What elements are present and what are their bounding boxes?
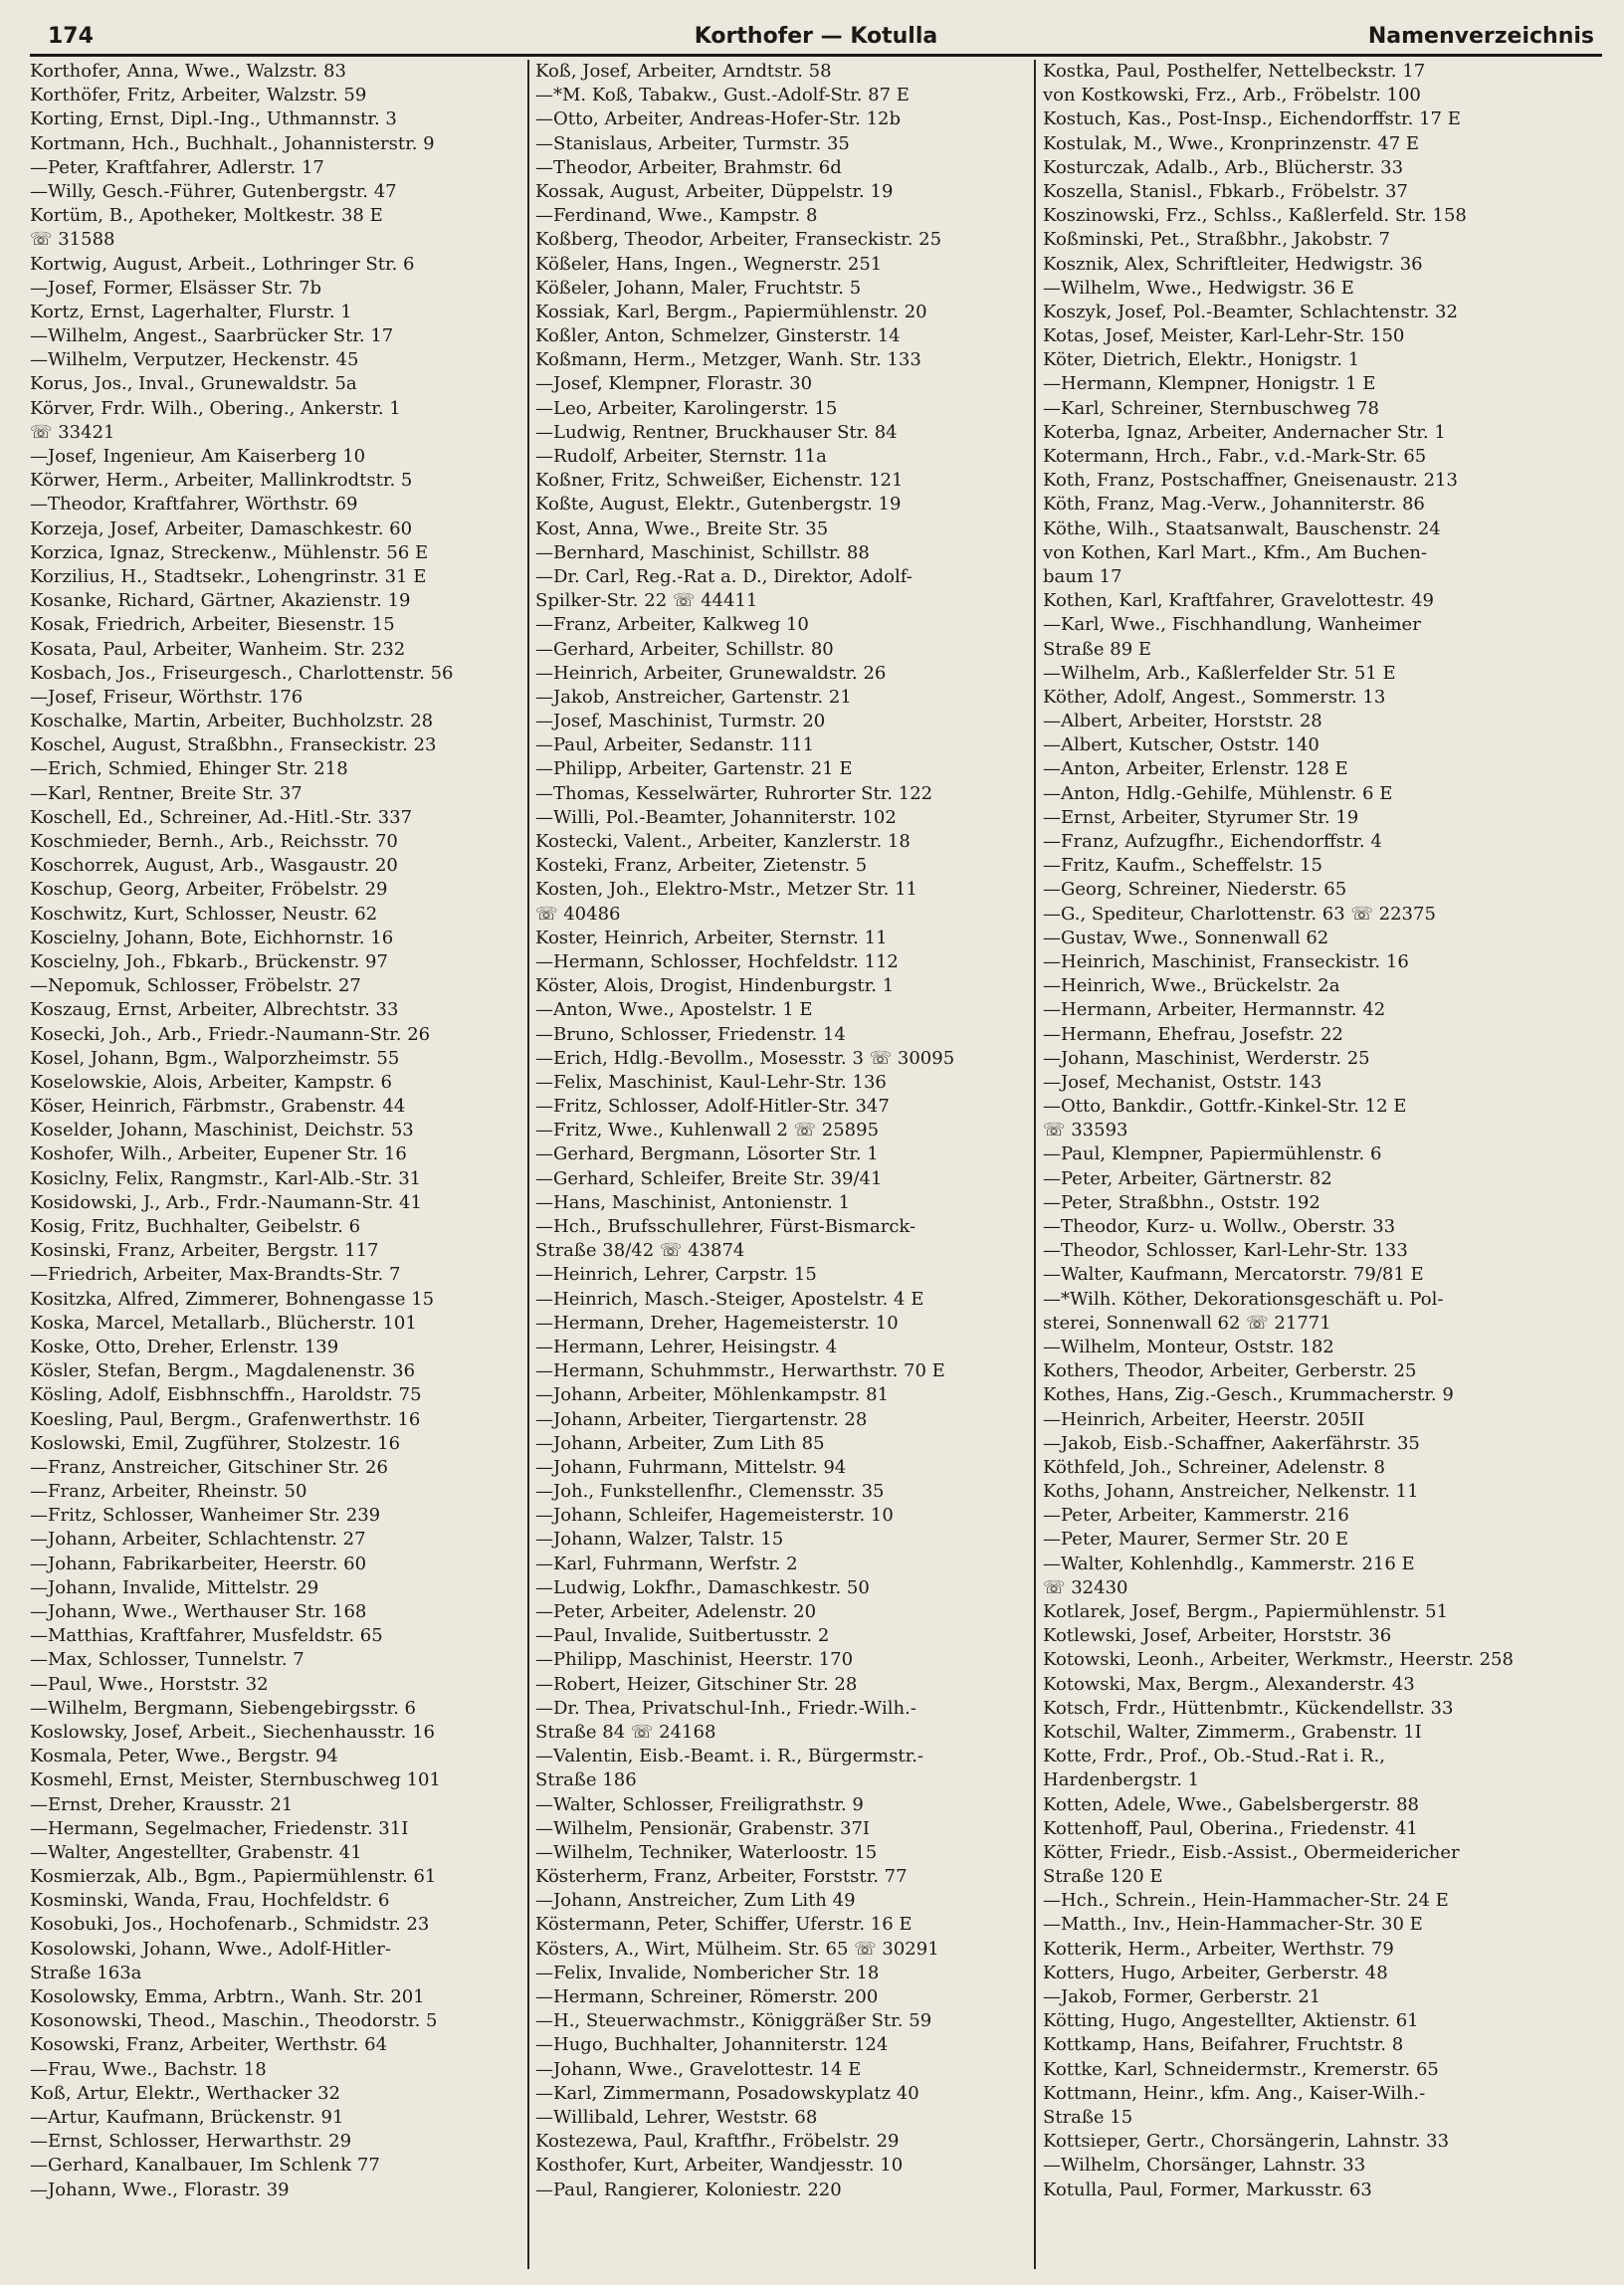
directory-entry: —Otto, Arbeiter, Andreas-Hofer-Str. 12b — [535, 108, 902, 130]
directory-entry: —H., Steuerwachmstr., Königgräßer Str. 59 — [535, 2010, 932, 2032]
directory-entry: —Hermann, Ehefrau, Josefstr. 22 — [1043, 1023, 1343, 1045]
directory-entry: —Heinrich, Arbeiter, Grunewaldstr. 26 — [535, 662, 887, 684]
directory-entry: Koßler, Anton, Schmelzer, Ginsterstr. 14 — [535, 325, 901, 347]
directory-entry: Kösling, Adolf, Eisbhnschffn., Haroldstr. 75 — [30, 1384, 422, 1406]
directory-entry: —Dr. Carl, Reg.-Rat a. D., Direktor, Adolf- — [535, 565, 913, 587]
directory-entry: Korzeja, Josef, Arbeiter, Damaschkestr. 60 — [30, 518, 413, 539]
directory-entry: Straße 15 — [1043, 2106, 1133, 2128]
directory-entry: Kosolowski, Johann, Wwe., Adolf-Hitler- — [30, 1938, 391, 1960]
directory-entry: —Anton, Wwe., Apostelstr. 1 E — [535, 999, 813, 1021]
directory-entry: baum 17 — [1043, 565, 1122, 587]
directory-entry: —Walter, Angestellter, Grabenstr. 41 — [30, 1841, 362, 1863]
directory-entry: —Wilhelm, Chorsänger, Lahnstr. 33 — [1043, 2155, 1366, 2177]
directory-entry: Koth, Franz, Postschaffner, Gneisenaustr. 213 — [1043, 470, 1458, 492]
directory-entry: —Theodor, Kraftfahrer, Wörthstr. 69 — [30, 494, 358, 516]
directory-entry: Koszella, Stanisl., Fbkarb., Fröbelstr. 37 — [1043, 180, 1408, 202]
page-range-title: Korthofer — Kotulla — [694, 24, 938, 49]
directory-entry: Kottsieper, Gertr., Chorsängerin, Lahnstr. 33 — [1043, 2131, 1450, 2153]
directory-entry: sterei, Sonnenwall 62 ☏ 21771 — [1043, 1312, 1331, 1334]
directory-entry: Kosiclny, Felix, Rangmstr., Karl-Alb.-Str. 31 — [30, 1167, 422, 1189]
directory-entry: Kößeler, Johann, Maler, Fruchtstr. 5 — [535, 277, 862, 299]
directory-entry: Kosig, Fritz, Buchhalter, Geibelstr. 6 — [30, 1216, 361, 1237]
directory-entry: —Theodor, Kurz- u. Wollw., Oberstr. 33 — [1043, 1216, 1396, 1237]
directory-entry: —Franz, Arbeiter, Kalkweg 10 — [535, 614, 809, 636]
directory-entry: —Johann, Arbeiter, Möhlenkampstr. 81 — [535, 1384, 890, 1406]
directory-entry: —Bernhard, Maschinist, Schillstr. 88 — [535, 541, 870, 563]
directory-entry: —Johann, Walzer, Talstr. 15 — [535, 1529, 784, 1551]
directory-entry: Koßminski, Pet., Straßbhr., Jakobstr. 7 — [1043, 229, 1390, 251]
directory-entry: Kottenhoff, Paul, Oberina., Friedenstr. 41 — [1043, 1817, 1418, 1839]
directory-entry: Köstermann, Peter, Schiffer, Uferstr. 16 E — [535, 1914, 913, 1936]
directory-entry: Köthfeld, Joh., Schreiner, Adelenstr. 8 — [1043, 1456, 1385, 1478]
directory-entry: Kosel, Johann, Bgm., Walporzheimstr. 55 — [30, 1047, 400, 1069]
directory-entry: Köter, Dietrich, Elektr., Honigstr. 1 — [1043, 349, 1360, 371]
directory-entry: —Wilhelm, Verputzer, Heckenstr. 45 — [30, 349, 359, 371]
directory-entry: —Peter, Arbeiter, Gärtnerstr. 82 — [1043, 1167, 1332, 1189]
directory-entry: —Hermann, Schreiner, Römerstr. 200 — [535, 1986, 879, 2007]
directory-entry: —Ludwig, Rentner, Bruckhauser Str. 84 — [535, 421, 898, 443]
directory-entry: Straße 163a — [30, 1962, 142, 1983]
directory-entry: Koselowskie, Alois, Arbeiter, Kampstr. 6 — [30, 1071, 392, 1093]
directory-entry: —Hermann, Arbeiter, Hermannstr. 42 — [1043, 999, 1386, 1021]
directory-entry: Kosanke, Richard, Gärtner, Akazienstr. 19 — [30, 590, 411, 612]
directory-entry: —Gerhard, Arbeiter, Schillstr. 80 — [535, 638, 834, 660]
directory-entry: —Ernst, Dreher, Krausstr. 21 — [30, 1793, 294, 1815]
directory-entry: —Johann, Invalide, Mittelstr. 29 — [30, 1576, 319, 1598]
column-divider — [1034, 60, 1036, 2269]
directory-entry: Kosturczak, Adalb., Arb., Blücherstr. 33 — [1043, 156, 1404, 178]
directory-entry: Koschell, Ed., Schreiner, Ad.-Hitl.-Str. 337 — [30, 806, 413, 828]
directory-entry: —Franz, Aufzugfhr., Eichendorffstr. 4 — [1043, 831, 1382, 852]
directory-entry: —Karl, Fuhrmann, Werfstr. 2 — [535, 1553, 798, 1574]
directory-entry: Kosowski, Franz, Arbeiter, Werthstr. 64 — [30, 2034, 388, 2056]
directory-entry: —Albert, Arbeiter, Horststr. 28 — [1043, 711, 1322, 732]
directory-entry: —Josef, Former, Elsässer Str. 7b — [30, 277, 322, 299]
directory-entry: —Willibald, Lehrer, Weststr. 68 — [535, 2106, 818, 2128]
directory-entry: —Josef, Friseur, Wörthstr. 176 — [30, 686, 304, 708]
directory-entry: ☏ 31588 — [30, 229, 115, 251]
directory-entry: Kostecki, Valent., Arbeiter, Kanzlerstr. 18 — [535, 831, 911, 852]
directory-entry: —Erich, Schmied, Ehinger Str. 218 — [30, 758, 348, 780]
directory-entry: —Anton, Arbeiter, Erlenstr. 128 E — [1043, 758, 1348, 780]
directory-entry: —Stanislaus, Arbeiter, Turmstr. 35 — [535, 132, 850, 154]
directory-entry: Spilker-Str. 22 ☏ 44411 — [535, 590, 758, 612]
directory-entry: Straße 186 — [535, 1769, 637, 1791]
directory-entry: —Hch., Schrein., Hein-Hammacher-Str. 24 E — [1043, 1890, 1449, 1912]
directory-entry: Koß, Artur, Elektr., Werthacker 32 — [30, 2082, 340, 2104]
directory-entry: —Wilhelm, Pensionär, Grabenstr. 37I — [535, 1817, 871, 1839]
directory-entry: —Jakob, Eisb.-Schaffner, Aakerfährstr. 35 — [1043, 1432, 1420, 1454]
directory-entry: Straße 120 E — [1043, 1866, 1163, 1888]
directory-entry: Köser, Heinrich, Färbmstr., Grabenstr. 44 — [30, 1096, 406, 1118]
directory-entry: —Johann, Arbeiter, Tiergartenstr. 28 — [535, 1408, 868, 1430]
directory-entry: —Peter, Maurer, Sermer Str. 20 E — [1043, 1529, 1349, 1551]
directory-entry: Kötting, Hugo, Angestellter, Aktienstr. 61 — [1043, 2010, 1419, 2032]
directory-entry: Kotterik, Herm., Arbeiter, Werthstr. 79 — [1043, 1938, 1394, 1960]
directory-entry: Kosmehl, Ernst, Meister, Sternbuschweg 101 — [30, 1769, 441, 1791]
directory-entry: —Heinrich, Maschinist, Franseckistr. 16 — [1043, 950, 1409, 972]
directory-entry: —Heinrich, Wwe., Brückelstr. 2a — [1043, 975, 1340, 997]
directory-entry: Kortmann, Hch., Buchhalt., Johannisterstr. 9 — [30, 132, 435, 154]
header-rule — [30, 54, 1602, 57]
directory-entry: —Robert, Heizer, Gitschiner Str. 28 — [535, 1673, 858, 1695]
directory-entry: —Fritz, Schlosser, Wanheimer Str. 239 — [30, 1505, 381, 1527]
directory-entry: —Josef, Maschinist, Turmstr. 20 — [535, 711, 826, 732]
directory-entry: —Rudolf, Arbeiter, Sternstr. 11a — [535, 446, 827, 467]
directory-entry: —Wilhelm, Monteur, Oststr. 182 — [1043, 1336, 1334, 1357]
directory-entry: Koska, Marcel, Metallarb., Blücherstr. 101 — [30, 1312, 417, 1334]
directory-entry: —Karl, Zimmermann, Posadowskyplatz 40 — [535, 2082, 919, 2104]
directory-entry: —Hermann, Klempner, Honigstr. 1 E — [1043, 373, 1376, 395]
directory-entry: Kortwig, August, Arbeit., Lothringer Str. 6 — [30, 253, 415, 275]
directory-entry: Kosidowski, J., Arb., Frdr.-Naumann-Str. 41 — [30, 1191, 422, 1213]
directory-entry: —Theodor, Arbeiter, Brahmstr. 6d — [535, 156, 842, 178]
directory-entry: —Johann, Fabrikarbeiter, Heerstr. 60 — [30, 1553, 367, 1574]
directory-entry: —Josef, Klempner, Florastr. 30 — [535, 373, 813, 395]
directory-entry: Koszyk, Josef, Pol.-Beamter, Schlachtenstr. 32 — [1043, 301, 1458, 322]
directory-entry: —Matth., Inv., Hein-Hammacher-Str. 30 E — [1043, 1914, 1423, 1936]
directory-entry: —Hugo, Buchhalter, Johanniterstr. 124 — [535, 2034, 889, 2056]
directory-entry: —Matthias, Kraftfahrer, Musfeldstr. 65 — [30, 1625, 383, 1647]
directory-entry: Kotschil, Walter, Zimmerm., Grabenstr. 1I — [1043, 1721, 1422, 1743]
directory-entry: Köth, Franz, Mag.-Verw., Johanniterstr. 86 — [1043, 494, 1425, 516]
directory-entry: Straße 89 E — [1043, 638, 1152, 660]
directory-entry: Köster, Alois, Drogist, Hindenburgstr. 1 — [535, 975, 895, 997]
directory-entry: Koesling, Paul, Bergm., Grafenwerthstr. 16 — [30, 1408, 421, 1430]
directory-entry: —Paul, Invalide, Suitbertusstr. 2 — [535, 1625, 830, 1647]
directory-entry: Kotters, Hugo, Arbeiter, Gerberstr. 48 — [1043, 1962, 1388, 1983]
directory-entry: Kottkamp, Hans, Beifahrer, Fruchtstr. 8 — [1043, 2034, 1404, 2056]
directory-entry: —Paul, Rangierer, Koloniestr. 220 — [535, 2179, 842, 2200]
directory-entry: Kotermann, Hrch., Fabr., v.d.-Mark-Str. 65 — [1043, 446, 1427, 467]
directory-entry: Koslowsky, Josef, Arbeit., Siechenhausstr. 16 — [30, 1721, 436, 1743]
directory-entry: —Johann, Wwe., Florastr. 39 — [30, 2179, 290, 2200]
directory-entry: Kosata, Paul, Arbeiter, Wanheim. Str. 232 — [30, 638, 406, 660]
directory-entry: Kosak, Friedrich, Arbeiter, Biesenstr. 15 — [30, 614, 395, 636]
directory-entry: —Peter, Straßbhn., Oststr. 192 — [1043, 1191, 1320, 1213]
directory-entry: Koß, Josef, Arbeiter, Arndtstr. 58 — [535, 61, 832, 82]
directory-entry: ☏ 32430 — [1043, 1576, 1128, 1598]
directory-entry: Köthe, Wilh., Staatsanwalt, Bauschenstr. 24 — [1043, 518, 1441, 539]
directory-entry: Koschup, Georg, Arbeiter, Fröbelstr. 29 — [30, 879, 388, 901]
directory-entry: —Albert, Kutscher, Oststr. 140 — [1043, 734, 1320, 756]
directory-entry: —Valentin, Eisb.-Beamt. i. R., Bürgermstr.- — [535, 1746, 924, 1767]
directory-entry: Kosznik, Alex, Schriftleiter, Hedwigstr. 36 — [1043, 253, 1423, 275]
directory-entry: —Karl, Rentner, Breite Str. 37 — [30, 782, 303, 804]
directory-entry: —Wilhelm, Techniker, Waterloostr. 15 — [535, 1841, 878, 1863]
directory-entry: —Thomas, Kesselwärter, Ruhrorter Str. 122 — [535, 782, 933, 804]
directory-entry: —Heinrich, Arbeiter, Heerstr. 205II — [1043, 1408, 1365, 1430]
directory-entry: Kostezewa, Paul, Kraftfhr., Fröbelstr. 29 — [535, 2131, 900, 2153]
directory-entry: Kostuch, Kas., Post-Insp., Eichendorffstr. 17 E — [1043, 108, 1461, 130]
directory-entry: von Kostkowski, Frz., Arb., Fröbelstr. 100 — [1043, 85, 1421, 106]
directory-entry: ☏ 40486 — [535, 903, 621, 925]
directory-entry: Kortz, Ernst, Lagerhalter, Flurstr. 1 — [30, 301, 352, 322]
directory-entry: —Fritz, Kaufm., Scheffelstr. 15 — [1043, 855, 1322, 877]
directory-entry: —Theodor, Schlosser, Karl-Lehr-Str. 133 — [1043, 1240, 1408, 1262]
directory-entry: —Otto, Bankdir., Gottfr.-Kinkel-Str. 12 E — [1043, 1096, 1407, 1118]
directory-entry: —Hermann, Dreher, Hagemeisterstr. 10 — [535, 1312, 899, 1334]
directory-entry: —Johann, Anstreicher, Zum Lith 49 — [535, 1890, 856, 1912]
directory-entry: —Philipp, Maschinist, Heerstr. 170 — [535, 1649, 854, 1671]
directory-entry: —Nepomuk, Schlosser, Fröbelstr. 27 — [30, 975, 361, 997]
directory-entry: —Gerhard, Bergmann, Lösorter Str. 1 — [535, 1143, 879, 1165]
directory-entry: Hardenbergstr. 1 — [1043, 1769, 1200, 1791]
directory-entry: Kothers, Theodor, Arbeiter, Gerberstr. 25 — [1043, 1360, 1417, 1382]
directory-entry: Kosolowsky, Emma, Arbtrn., Wanh. Str. 201 — [30, 1986, 425, 2007]
directory-entry: Kößeler, Hans, Ingen., Wegnerstr. 251 — [535, 253, 883, 275]
directory-entry: Kostulak, M., Wwe., Kronprinzenstr. 47 E — [1043, 132, 1420, 154]
directory-entry: ☏ 33593 — [1043, 1120, 1128, 1142]
directory-entry: —Wilhelm, Wwe., Hedwigstr. 36 E — [1043, 277, 1354, 299]
directory-entry: Straße 84 ☏ 24168 — [535, 1721, 716, 1743]
directory-entry: —Hermann, Segelmacher, Friedenstr. 31I — [30, 1817, 409, 1839]
directory-entry: —Georg, Schreiner, Niederstr. 65 — [1043, 879, 1347, 901]
directory-entry: Koslowski, Emil, Zugführer, Stolzestr. 16 — [30, 1432, 401, 1454]
directory-entry: —Franz, Arbeiter, Rheinstr. 50 — [30, 1481, 307, 1503]
directory-entry: Kotte, Frdr., Prof., Ob.-Stud.-Rat i. R., — [1043, 1746, 1385, 1767]
directory-entry: Koske, Otto, Dreher, Erlenstr. 139 — [30, 1336, 339, 1357]
directory-entry: Koterba, Ignaz, Arbeiter, Andernacher Str. 1 — [1043, 421, 1446, 443]
directory-entry: —*M. Koß, Tabakw., Gust.-Adolf-Str. 87 E — [535, 85, 910, 106]
directory-entry: Körver, Frdr. Wilh., Obering., Ankerstr. 1 — [30, 397, 401, 419]
directory-entry: Koster, Heinrich, Arbeiter, Sternstr. 11 — [535, 927, 888, 948]
directory-entry: Kotas, Josef, Meister, Karl-Lehr-Str. 150 — [1043, 325, 1405, 347]
directory-entry: Kosobuki, Jos., Hochofenarb., Schmidstr. 23 — [30, 1914, 430, 1936]
directory-entry: Koschwitz, Kurt, Schlosser, Neustr. 62 — [30, 903, 378, 925]
directory-entry: Koßmann, Herm., Metzger, Wanh. Str. 133 — [535, 349, 921, 371]
directory-entry: Kositzka, Alfred, Zimmerer, Bohnengasse 15 — [30, 1288, 435, 1310]
directory-entry: —Josef, Mechanist, Oststr. 143 — [1043, 1071, 1322, 1093]
directory-entry: —G., Spediteur, Charlottenstr. 63 ☏ 22375 — [1043, 903, 1436, 925]
directory-entry: Kosminski, Wanda, Frau, Hochfeldstr. 6 — [30, 1890, 390, 1912]
directory-entry: Koschmieder, Bernh., Arb., Reichsstr. 70 — [30, 831, 398, 852]
directory-entry: Koszinowski, Frz., Schlss., Kaßlerfeld. Str. 158 — [1043, 205, 1467, 227]
directory-entry: Kortüm, B., Apotheker, Moltkestr. 38 E — [30, 205, 383, 227]
column-3 — [1043, 60, 1602, 2271]
directory-entry: Kotsch, Frdr., Hüttenbmtr., Kückendellstr. 33 — [1043, 1697, 1454, 1719]
directory-entry: —Hermann, Schuhmmstr., Herwarthstr. 70 E — [535, 1360, 945, 1382]
directory-entry: Straße 38/42 ☏ 43874 — [535, 1240, 745, 1262]
directory-entry: Kottke, Karl, Schneidermstr., Kremerstr. 65 — [1043, 2058, 1439, 2080]
directory-entry: Koschalke, Martin, Arbeiter, Buchholzstr. 28 — [30, 711, 434, 732]
directory-entry: —Fritz, Schlosser, Adolf-Hitler-Str. 347 — [535, 1096, 890, 1118]
directory-entry: —Felix, Maschinist, Kaul-Lehr-Str. 136 — [535, 1071, 887, 1093]
directory-entry: Kosmierzak, Alb., Bgm., Papiermühlenstr. 61 — [30, 1866, 437, 1888]
directory-entry: Kotlewski, Josef, Arbeiter, Horststr. 36 — [1043, 1625, 1392, 1647]
directory-entry: —Artur, Kaufmann, Brückenstr. 91 — [30, 2106, 344, 2128]
directory-entry: Kotowski, Max, Bergm., Alexanderstr. 43 — [1043, 1673, 1415, 1695]
directory-entry: Korthöfer, Fritz, Arbeiter, Walzstr. 59 — [30, 85, 367, 106]
directory-entry: —Hermann, Schlosser, Hochfeldstr. 112 — [535, 950, 899, 972]
directory-entry: Koselder, Johann, Maschinist, Deichstr. 53 — [30, 1120, 414, 1142]
directory-entry: Koszaug, Ernst, Arbeiter, Albrechtstr. 33 — [30, 999, 399, 1021]
directory-entry: Kothes, Hans, Zig.-Gesch., Krummacherstr. 9 — [1043, 1384, 1454, 1406]
directory-entry: —*Wilh. Köther, Dekorationsgeschäft u. Pol- — [1043, 1288, 1444, 1310]
section-title: Namenverzeichnis — [1367, 24, 1594, 49]
directory-entry: —Franz, Anstreicher, Gitschiner Str. 26 — [30, 1456, 388, 1478]
directory-entry: —Gerhard, Kanalbauer, Im Schlenk 77 — [30, 2155, 380, 2177]
directory-entry: —Walter, Kohlenhdlg., Kammerstr. 216 E — [1043, 1553, 1415, 1574]
directory-entry: —Peter, Kraftfahrer, Adlerstr. 17 — [30, 156, 324, 178]
directory-entry: —Bruno, Schlosser, Friedenstr. 14 — [535, 1023, 846, 1045]
directory-entry: —Johann, Arbeiter, Schlachtenstr. 27 — [30, 1529, 366, 1551]
directory-entry: —Peter, Arbeiter, Kammerstr. 216 — [1043, 1505, 1349, 1527]
directory-entry: Kosinski, Franz, Arbeiter, Bergstr. 117 — [30, 1240, 379, 1262]
directory-entry: Koschel, August, Straßbhn., Franseckistr. 23 — [30, 734, 437, 756]
directory-entry: —Johann, Schleifer, Hagemeisterstr. 10 — [535, 1505, 894, 1527]
directory-entry: —Karl, Wwe., Fischhandlung, Wanheimer — [1043, 614, 1421, 636]
directory-entry: Kottmann, Heinr., kfm. Ang., Kaiser-Wilh.- — [1043, 2082, 1426, 2104]
directory-entry: Kösler, Stefan, Bergm., Magdalenenstr. 36 — [30, 1360, 416, 1382]
directory-entry: Kötter, Friedr., Eisb.-Assist., Obermeidericher — [1043, 1841, 1460, 1863]
directory-entry: Koshofer, Wilh., Arbeiter, Eupener Str. 16 — [30, 1143, 407, 1165]
directory-entry: —Anton, Hdlg.-Gehilfe, Mühlenstr. 6 E — [1043, 782, 1393, 804]
directory-entry: —Paul, Klempner, Papiermühlenstr. 6 — [1043, 1143, 1382, 1165]
directory-entry: Koschorrek, August, Arb., Wasgaustr. 20 — [30, 855, 398, 877]
directory-entry: Kosecki, Joh., Arb., Friedr.-Naumann-Str. 26 — [30, 1023, 431, 1045]
directory-entry: Koßner, Fritz, Schweißer, Eichenstr. 121 — [535, 470, 904, 492]
column-1 — [30, 60, 519, 2271]
directory-entry: —Wilhelm, Arb., Kaßlerfelder Str. 51 E — [1043, 662, 1396, 684]
directory-entry: Koßte, August, Elektr., Gutenbergstr. 19 — [535, 494, 902, 516]
directory-entry: Korus, Jos., Inval., Grunewaldstr. 5a — [30, 373, 357, 395]
directory-entry: —Friedrich, Arbeiter, Max-Brandts-Str. 7 — [30, 1264, 401, 1286]
directory-entry: Koths, Johann, Anstreicher, Nelkenstr. 11 — [1043, 1481, 1419, 1503]
directory-entry: Kosthofer, Kurt, Arbeiter, Wandjesstr. 10 — [535, 2155, 904, 2177]
directory-entry: —Ferdinand, Wwe., Kampstr. 8 — [535, 205, 818, 227]
directory-entry: Köther, Adolf, Angest., Sommerstr. 13 — [1043, 686, 1386, 708]
directory-entry: Koscielny, Joh., Fbkarb., Brückenstr. 97 — [30, 950, 388, 972]
directory-entry: —Johann, Maschinist, Werderstr. 25 — [1043, 1047, 1370, 1069]
directory-entry: —Philipp, Arbeiter, Gartenstr. 21 E — [535, 758, 853, 780]
directory-entry: —Hermann, Lehrer, Heisingstr. 4 — [535, 1336, 838, 1357]
directory-entry: —Johann, Wwe., Gravelottestr. 14 E — [535, 2058, 862, 2080]
directory-entry: —Erich, Hdlg.-Bevollm., Mosesstr. 3 ☏ 30095 — [535, 1047, 955, 1069]
directory-entry: Kosteki, Franz, Arbeiter, Zietenstr. 5 — [535, 855, 868, 877]
directory-entry: Kostka, Paul, Posthelfer, Nettelbeckstr. 17 — [1043, 61, 1426, 82]
directory-entry: —Gustav, Wwe., Sonnenwall 62 — [1043, 927, 1329, 948]
directory-entry: Korzilius, H., Stadtsekr., Lohengrinstr. 31 E — [30, 565, 427, 587]
directory-entry: Kotten, Adele, Wwe., Gabelsbergerstr. 88 — [1043, 1793, 1419, 1815]
page-number: 174 — [48, 24, 94, 49]
directory-entry: —Hans, Maschinist, Antonienstr. 1 — [535, 1191, 851, 1213]
directory-entry: Kösters, A., Wirt, Mülheim. Str. 65 ☏ 30291 — [535, 1938, 939, 1960]
directory-entry: —Johann, Arbeiter, Zum Lith 85 — [535, 1432, 825, 1454]
directory-entry: Koßberg, Theodor, Arbeiter, Franseckistr. 25 — [535, 229, 942, 251]
directory-entry: Kossak, August, Arbeiter, Düppelstr. 19 — [535, 180, 894, 202]
directory-entry: —Karl, Schreiner, Sternbuschweg 78 — [1043, 397, 1379, 419]
directory-entry: —Heinrich, Masch.-Steiger, Apostelstr. 4 E — [535, 1288, 924, 1310]
directory-entry: —Leo, Arbeiter, Karolingerstr. 15 — [535, 397, 838, 419]
directory-entry: —Frau, Wwe., Bachstr. 18 — [30, 2058, 267, 2080]
column-2 — [535, 60, 1026, 2271]
directory-entry: Kothen, Karl, Kraftfahrer, Gravelottestr. 49 — [1043, 590, 1434, 612]
directory-entry: —Fritz, Wwe., Kuhlenwall 2 ☏ 25895 — [535, 1120, 880, 1142]
directory-entry: —Willy, Gesch.-Führer, Gutenbergstr. 47 — [30, 180, 397, 202]
directory-entry: —Peter, Arbeiter, Adelenstr. 20 — [535, 1601, 817, 1622]
directory-entry: Kosten, Joh., Elektro-Mstr., Metzer Str. 11 — [535, 879, 917, 901]
directory-entry: Kosmala, Peter, Wwe., Bergstr. 94 — [30, 1746, 338, 1767]
directory-entry: —Jakob, Former, Gerberstr. 21 — [1043, 1986, 1321, 2007]
directory-entry: —Max, Schlosser, Tunnelstr. 7 — [30, 1649, 304, 1671]
directory-entry: —Jakob, Anstreicher, Gartenstr. 21 — [535, 686, 852, 708]
directory-entry: —Walter, Kaufmann, Mercatorstr. 79/81 E — [1043, 1264, 1424, 1286]
directory-entry: Korzica, Ignaz, Streckenw., Mühlenstr. 56 E — [30, 541, 429, 563]
directory-entry: Korting, Ernst, Dipl.-Ing., Uthmannstr. 3 — [30, 108, 397, 130]
directory-entry: —Ludwig, Lokfhr., Damaschkestr. 50 — [535, 1576, 870, 1598]
directory-entry: Korthofer, Anna, Wwe., Walzstr. 83 — [30, 61, 346, 82]
page-header — [30, 18, 1602, 52]
directory-entry: —Josef, Ingenieur, Am Kaiserberg 10 — [30, 446, 366, 467]
directory-entry: —Ernst, Schlosser, Herwarthstr. 29 — [30, 2131, 352, 2153]
directory-entry: Kösterherm, Franz, Arbeiter, Forststr. 77 — [535, 1866, 908, 1888]
directory-entry: —Joh., Funkstellenfhr., Clemensstr. 35 — [535, 1481, 885, 1503]
directory-entry: —Paul, Wwe., Horststr. 32 — [30, 1673, 269, 1695]
directory-entry: —Walter, Schlosser, Freiligrathstr. 9 — [535, 1793, 864, 1815]
directory-entry: —Willi, Pol.-Beamter, Johanniterstr. 102 — [535, 806, 897, 828]
directory-entry: —Dr. Thea, Privatschul-Inh., Friedr.-Wilh.- — [535, 1697, 916, 1719]
directory-entry: Kotowski, Leonh., Arbeiter, Werkmstr., Heerstr. 258 — [1043, 1649, 1514, 1671]
directory-entry: —Felix, Invalide, Nombericher Str. 18 — [535, 1962, 880, 1983]
directory-entry: —Wilhelm, Bergmann, Siebengebirgsstr. 6 — [30, 1697, 416, 1719]
directory-entry: —Wilhelm, Angest., Saarbrücker Str. 17 — [30, 325, 394, 347]
directory-entry: —Gerhard, Schleifer, Breite Str. 39/41 — [535, 1167, 883, 1189]
directory-entry: —Paul, Arbeiter, Sedanstr. 111 — [535, 734, 815, 756]
directory-entry: —Johann, Fuhrmann, Mittelstr. 94 — [535, 1456, 847, 1478]
directory-entry: Kotlarek, Josef, Bergm., Papiermühlenstr. 51 — [1043, 1601, 1449, 1622]
directory-entry: Kossiak, Karl, Bergm., Papiermühlenstr. 20 — [535, 301, 927, 322]
directory-entry: —Johann, Wwe., Werthauser Str. 168 — [30, 1601, 367, 1622]
directory-entry: Kotulla, Paul, Former, Markusstr. 63 — [1043, 2179, 1372, 2200]
directory-entry: ☏ 33421 — [30, 421, 115, 443]
directory-entry: Körwer, Herm., Arbeiter, Mallinkrodtstr. 5 — [30, 470, 413, 492]
directory-entry: Koscielny, Johann, Bote, Eichhornstr. 16 — [30, 927, 394, 948]
directory-entry: —Ernst, Arbeiter, Styrumer Str. 19 — [1043, 806, 1359, 828]
column-divider — [527, 60, 529, 2269]
directory-entry: von Kothen, Karl Mart., Kfm., Am Buchen- — [1043, 541, 1428, 563]
directory-entry: —Heinrich, Lehrer, Carpstr. 15 — [535, 1264, 817, 1286]
directory-entry: Kosonowski, Theod., Maschin., Theodorstr. 5 — [30, 2010, 438, 2032]
directory-entry: Kosbach, Jos., Friseurgesch., Charlottenstr. 56 — [30, 662, 454, 684]
directory-entry: Kost, Anna, Wwe., Breite Str. 35 — [535, 518, 829, 539]
directory-entry: —Hch., Brufsschullehrer, Fürst-Bismarck- — [535, 1216, 916, 1237]
